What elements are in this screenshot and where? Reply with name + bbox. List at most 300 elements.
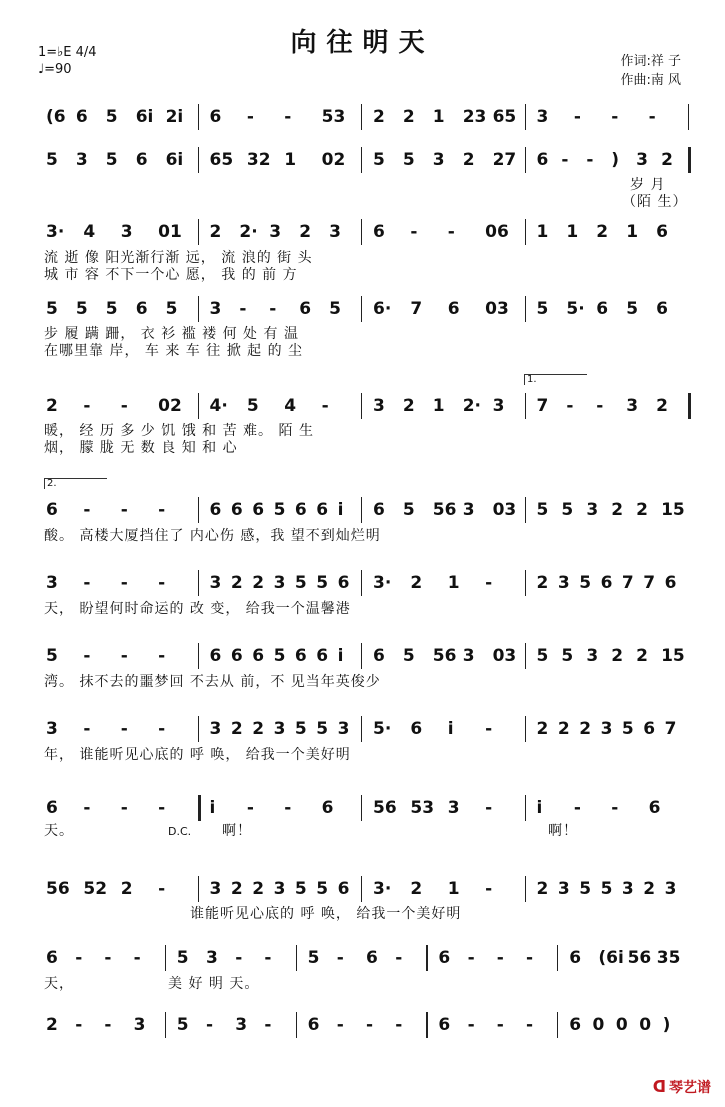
credits <box>620 52 681 90</box>
note: 3 <box>664 879 677 899</box>
note: 5 <box>561 646 574 666</box>
note: 3 <box>462 646 475 666</box>
note: 3· <box>46 222 65 242</box>
note: 5 <box>75 299 88 319</box>
note: 3 <box>235 1015 248 1035</box>
lyric-line-11: 谁能听见心底的 呼 唤， 给我一个美好明 <box>190 906 462 922</box>
bar-line <box>198 795 201 821</box>
bar-line <box>361 570 362 596</box>
lyric-line-10a: 天。 <box>44 823 74 839</box>
note: - <box>336 948 344 968</box>
bar-line <box>361 147 362 173</box>
bar-line <box>296 945 297 971</box>
note: 5 <box>536 299 549 319</box>
music-row <box>0 104 725 130</box>
note: 2 <box>373 107 385 127</box>
note: - <box>83 646 91 666</box>
note: 5 <box>273 500 286 520</box>
bar-line <box>525 876 526 902</box>
note: 3 <box>586 500 599 520</box>
bar-line <box>198 643 199 669</box>
note: 2 <box>462 150 475 170</box>
note: 5 <box>105 299 118 319</box>
note: 3 <box>373 396 385 416</box>
note: 2 <box>230 719 243 739</box>
lyric-line-12a: 天， <box>44 976 74 992</box>
note: 5 <box>46 299 58 319</box>
note: 0 <box>615 1015 628 1035</box>
bar-line <box>426 945 427 971</box>
note: 23 <box>462 107 487 127</box>
note: 27 <box>492 150 517 170</box>
note: 03 <box>492 646 517 666</box>
note: - <box>496 1015 504 1035</box>
note: - <box>485 719 493 739</box>
note: 6 <box>373 646 385 666</box>
key-signature: 1=♭E 4/4 <box>38 45 97 60</box>
note: 65 <box>209 150 234 170</box>
note: 5 <box>561 500 574 520</box>
note: 6i <box>135 107 154 127</box>
note: 3 <box>133 1015 146 1035</box>
bar-line <box>525 104 526 130</box>
lyric-line-5b: 烟， 朦 胧 无 数 良 知 和 心 <box>44 440 238 456</box>
note: 2· <box>239 222 258 242</box>
bar-line <box>557 1012 558 1038</box>
note: 6 <box>664 573 677 593</box>
note: 2 <box>252 719 265 739</box>
note: 3 <box>492 396 505 416</box>
note: 2 <box>536 879 549 899</box>
bar-line <box>525 570 526 596</box>
bar-line <box>688 104 689 130</box>
second-ending: 2. <box>44 478 107 489</box>
note: 4 <box>284 396 297 416</box>
note: - <box>611 798 619 818</box>
note: 3 <box>273 719 286 739</box>
note: 5 <box>294 719 307 739</box>
key-tempo-block <box>38 44 97 78</box>
note: - <box>120 798 128 818</box>
note: 2 <box>636 646 648 666</box>
bar-line <box>525 393 526 419</box>
note: - <box>596 396 604 416</box>
note: - <box>447 222 455 242</box>
note: 5 <box>579 573 592 593</box>
lyric-line-4a: 步 履 蹒 跚， 衣 衫 褴 褛 何 处 有 温 <box>44 326 299 342</box>
note: 6 <box>135 299 148 319</box>
note: 6 <box>569 1015 582 1035</box>
bar-line <box>361 716 362 742</box>
note: - <box>467 948 475 968</box>
note: 4· <box>209 396 228 416</box>
note: 5 <box>294 573 307 593</box>
bar-line <box>426 1012 427 1038</box>
note: ) <box>611 150 620 170</box>
note: 2 <box>46 1015 58 1035</box>
bar-line <box>198 296 199 322</box>
bar-line <box>296 1012 297 1038</box>
note: 56 <box>373 798 397 818</box>
note: 3 <box>432 150 445 170</box>
note: 3 <box>209 573 222 593</box>
note: 3 <box>462 500 475 520</box>
note: - <box>120 396 128 416</box>
lyric-line-4b: 在哪里靠 岸， 车 来 车 往 掀 起 的 尘 <box>44 343 304 359</box>
bar-line <box>165 945 166 971</box>
composer: 作曲:南 风 <box>620 73 681 88</box>
note: 6 <box>75 107 88 127</box>
note: 5 <box>316 719 329 739</box>
note: 52 <box>83 879 108 899</box>
note: 2 <box>46 396 58 416</box>
note: - <box>526 948 534 968</box>
note: 6 <box>294 500 307 520</box>
note: - <box>321 396 329 416</box>
note: 02 <box>158 396 182 416</box>
note: 5 <box>165 299 178 319</box>
note: 2 <box>611 646 624 666</box>
note: 5 <box>316 573 329 593</box>
note: 2 <box>661 150 673 170</box>
note: 6 <box>209 646 222 666</box>
music-row <box>0 1012 725 1038</box>
note: i <box>337 646 344 666</box>
note: 6 <box>656 299 668 319</box>
note: 2 <box>402 107 415 127</box>
note: - <box>206 1015 214 1035</box>
lyric-pre-1: 岁 月 <box>630 177 666 193</box>
lyric-line-10b: 啊！ <box>222 823 252 839</box>
first-ending: 1. <box>524 374 587 385</box>
note: 1 <box>447 573 460 593</box>
note: 6 <box>410 719 423 739</box>
note: 5 <box>273 646 286 666</box>
lyricist: 作词:祥 子 <box>620 54 681 69</box>
lyric-line-9: 年， 谁能听见心底的 呼 唤， 给我一个美好明 <box>44 747 351 763</box>
note: 2 <box>536 573 549 593</box>
note: 2 <box>209 222 222 242</box>
note: 1 <box>432 396 445 416</box>
note: 5 <box>600 879 613 899</box>
lyric-line-10c: 啊！ <box>548 823 578 839</box>
note: 2 <box>636 500 648 520</box>
bar-line <box>198 219 199 245</box>
logo-icon: ᗡ <box>652 1077 666 1096</box>
music-row <box>0 876 725 902</box>
note: - <box>246 107 254 127</box>
note: - <box>395 1015 403 1035</box>
note: 5 <box>402 500 415 520</box>
note: 32 <box>246 150 271 170</box>
note: 1 <box>284 150 297 170</box>
bar-line <box>361 643 362 669</box>
lyric-line-12b: 美 好 明 天。 <box>168 976 260 992</box>
bar-line <box>525 219 526 245</box>
note: 6 <box>316 500 329 520</box>
bar-line <box>525 147 526 173</box>
note: 2 <box>252 879 265 899</box>
note: - <box>239 299 247 319</box>
note: 6 <box>46 500 58 520</box>
note: 2 <box>299 222 312 242</box>
note: 2 <box>643 879 656 899</box>
note: 53 <box>321 107 346 127</box>
note: 3 <box>273 573 286 593</box>
note: 6 <box>438 1015 451 1035</box>
music-row <box>0 945 725 971</box>
note: - <box>83 573 91 593</box>
note: 35 <box>656 948 681 968</box>
note: 2i <box>165 107 184 127</box>
note: 3 <box>120 222 133 242</box>
note: - <box>264 1015 272 1035</box>
note: - <box>366 1015 374 1035</box>
note: 6 <box>373 222 385 242</box>
bar-line <box>361 393 362 419</box>
note: 1 <box>447 879 460 899</box>
dc-mark: D.C. <box>168 825 192 838</box>
note: 5 <box>316 879 329 899</box>
bar-line <box>525 296 526 322</box>
note: - <box>158 719 166 739</box>
bar-line <box>361 876 362 902</box>
note: 3 <box>557 879 570 899</box>
note: - <box>120 719 128 739</box>
note: 56 <box>432 646 457 666</box>
note: 2· <box>462 396 481 416</box>
note: 3 <box>269 222 282 242</box>
note: 15 <box>661 646 685 666</box>
note: 2 <box>230 879 243 899</box>
note: 6 <box>648 798 661 818</box>
note: 2 <box>579 719 592 739</box>
note: - <box>120 646 128 666</box>
note: 6 <box>600 573 613 593</box>
note: 2 <box>596 222 609 242</box>
note: 5 <box>626 299 639 319</box>
note: 6 <box>656 222 668 242</box>
note: 5 <box>46 150 58 170</box>
note: 5 <box>536 646 549 666</box>
bar-line <box>198 876 199 902</box>
note: 6 <box>373 500 385 520</box>
bar-line <box>688 147 691 173</box>
note: 6· <box>373 299 392 319</box>
note: 3 <box>536 107 549 127</box>
note: - <box>611 107 619 127</box>
bar-line <box>525 795 526 821</box>
note: 3 <box>337 719 350 739</box>
note: 5 <box>329 299 341 319</box>
note: 6 <box>321 798 334 818</box>
bar-line <box>525 643 526 669</box>
note: - <box>269 299 277 319</box>
note: 6 <box>447 299 460 319</box>
note: i <box>447 719 454 739</box>
music-row <box>0 393 725 419</box>
note: i <box>536 798 543 818</box>
note: 6 <box>337 879 350 899</box>
note: - <box>410 222 418 242</box>
note: 5 <box>176 1015 189 1035</box>
note: 3 <box>206 948 218 968</box>
note: - <box>133 948 141 968</box>
note: 6 <box>135 150 148 170</box>
note: - <box>75 948 83 968</box>
note: - <box>573 798 581 818</box>
note: 02 <box>321 150 346 170</box>
note: 6 <box>209 107 222 127</box>
bar-line <box>361 497 362 523</box>
note: 6 <box>294 646 307 666</box>
note: - <box>526 1015 534 1035</box>
note: 7 <box>621 573 634 593</box>
note: 5 <box>579 879 592 899</box>
note: 53 <box>410 798 435 818</box>
music-row <box>0 643 725 669</box>
note: 2 <box>410 879 423 899</box>
lyric-line-3b: 城 市 容 不下一个心 愿， 我 的 前 方 <box>44 267 298 283</box>
note: 6 <box>299 299 312 319</box>
note: 2 <box>611 500 624 520</box>
lyric-line-5a: 暖， 经 历 多 少 饥 饿 和 苦 难。 陌 生 <box>44 423 314 439</box>
note: 6 <box>316 646 329 666</box>
bar-line <box>361 104 362 130</box>
note: 65 <box>492 107 517 127</box>
lyric-line-8: 湾。 抹不去的噩梦回 不去从 前，不 见当年英俊少 <box>44 674 381 690</box>
bar-line <box>525 497 526 523</box>
note: - <box>104 948 112 968</box>
note: - <box>485 879 493 899</box>
note: - <box>158 646 166 666</box>
note: 15 <box>661 500 685 520</box>
note: 3 <box>46 719 58 739</box>
note: - <box>336 1015 344 1035</box>
note: - <box>284 107 292 127</box>
note: 5 <box>105 107 118 127</box>
note: (6i <box>598 948 624 968</box>
note: 1 <box>536 222 549 242</box>
note: 5 <box>105 150 118 170</box>
note: 5 <box>46 646 58 666</box>
note: - <box>158 879 166 899</box>
note: 5 <box>402 150 415 170</box>
bar-line <box>525 716 526 742</box>
note: 1 <box>566 222 579 242</box>
note: 5 <box>307 948 320 968</box>
note: 6 <box>252 500 265 520</box>
lyric-pre-2: （陌 生） <box>622 194 688 210</box>
note: - <box>284 798 292 818</box>
bar-line <box>198 716 199 742</box>
music-row <box>0 497 725 523</box>
note: 5 <box>402 646 415 666</box>
note: - <box>573 107 581 127</box>
note: 7 <box>410 299 423 319</box>
note: - <box>83 396 91 416</box>
note: - <box>83 500 91 520</box>
note: 6 <box>596 299 609 319</box>
note: 6 <box>366 948 378 968</box>
note: 5 <box>536 500 549 520</box>
note: - <box>648 107 656 127</box>
note: 6 <box>46 948 58 968</box>
note: 3 <box>621 879 634 899</box>
bar-line <box>361 795 362 821</box>
note: 1 <box>432 107 445 127</box>
note: 3 <box>209 719 222 739</box>
note: 2 <box>536 719 549 739</box>
music-row <box>0 795 725 821</box>
note: 3· <box>373 879 392 899</box>
bar-line <box>198 570 199 596</box>
note: 06 <box>485 222 509 242</box>
bar-line <box>557 945 558 971</box>
note: 6 <box>643 719 656 739</box>
note: 3 <box>586 646 599 666</box>
note: 4 <box>83 222 96 242</box>
note: 2 <box>230 573 243 593</box>
note: - <box>395 948 403 968</box>
note: - <box>467 1015 475 1035</box>
bar-line <box>198 147 199 173</box>
note: 03 <box>492 500 517 520</box>
note: 5· <box>566 299 585 319</box>
note: i <box>337 500 344 520</box>
note: 6 <box>438 948 451 968</box>
note: - <box>75 1015 83 1035</box>
note: 3 <box>600 719 613 739</box>
note: - <box>158 500 166 520</box>
note: 0 <box>592 1015 605 1035</box>
bar-line <box>165 1012 166 1038</box>
note: - <box>485 573 493 593</box>
bar-line <box>198 497 199 523</box>
note: 7 <box>536 396 549 416</box>
note: 3 <box>75 150 88 170</box>
note: i <box>209 798 216 818</box>
note: 5 <box>176 948 189 968</box>
music-row <box>0 296 725 322</box>
note: - <box>104 1015 112 1035</box>
note: 2 <box>252 573 265 593</box>
note: 5 <box>373 150 385 170</box>
note: - <box>566 396 574 416</box>
note: 5 <box>246 396 259 416</box>
note: 3 <box>209 879 222 899</box>
note: - <box>264 948 272 968</box>
note: - <box>246 798 254 818</box>
watermark: ᗡ 琴艺谱 <box>652 1077 711 1096</box>
note: - <box>561 150 569 170</box>
music-row <box>0 219 725 245</box>
note: - <box>83 798 91 818</box>
note: 2 <box>410 573 423 593</box>
note: 6 <box>230 500 243 520</box>
lyric-line-7: 天， 盼望何时命运的 改 变， 给我一个温馨港 <box>44 601 351 617</box>
note: 56 <box>432 500 457 520</box>
note: 6 <box>252 646 265 666</box>
note: 6 <box>569 948 582 968</box>
bar-line <box>688 393 691 419</box>
note: - <box>158 798 166 818</box>
note: 2 <box>656 396 668 416</box>
note: 3 <box>447 798 460 818</box>
note: 5· <box>373 719 392 739</box>
note: 6 <box>230 646 243 666</box>
note: 7 <box>664 719 677 739</box>
